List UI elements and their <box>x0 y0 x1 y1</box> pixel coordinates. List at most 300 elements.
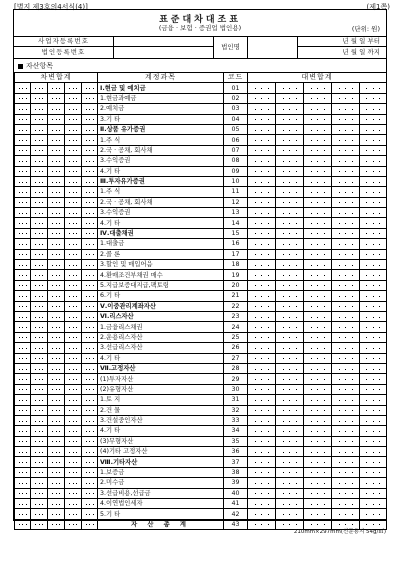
credit-amount-cell[interactable] <box>332 363 360 373</box>
debit-amount-cell[interactable] <box>48 301 65 311</box>
debit-amount-cell[interactable] <box>65 332 82 342</box>
debit-amount-cell[interactable] <box>65 301 82 311</box>
debit-amount-cell[interactable] <box>48 405 65 415</box>
debit-amount-cell[interactable] <box>31 322 48 332</box>
debit-amount-cell[interactable] <box>15 104 31 114</box>
debit-amount-cell[interactable] <box>15 197 31 207</box>
debit-amount-cell[interactable] <box>48 280 65 290</box>
debit-amount-cell[interactable] <box>65 260 82 270</box>
credit-amount-cell[interactable] <box>248 239 276 249</box>
debit-amount-cell[interactable] <box>15 291 31 301</box>
debit-amount-cell[interactable] <box>82 426 98 436</box>
debit-amount-cell[interactable] <box>15 363 31 373</box>
debit-amount-cell[interactable] <box>82 270 98 280</box>
credit-amount-cell[interactable] <box>360 384 387 394</box>
debit-amount-cell[interactable] <box>31 228 48 238</box>
credit-amount-cell[interactable] <box>360 415 387 425</box>
credit-amount-cell[interactable] <box>360 83 387 93</box>
debit-amount-cell[interactable] <box>31 104 48 114</box>
credit-amount-cell[interactable] <box>276 239 304 249</box>
credit-amount-cell[interactable] <box>248 197 276 207</box>
credit-amount-cell[interactable] <box>248 426 276 436</box>
debit-amount-cell[interactable] <box>82 311 98 321</box>
credit-amount-cell[interactable] <box>360 135 387 145</box>
credit-amount-cell[interactable] <box>276 488 304 498</box>
debit-amount-cell[interactable] <box>48 135 65 145</box>
credit-amount-cell[interactable] <box>248 384 276 394</box>
debit-amount-cell[interactable] <box>31 415 48 425</box>
debit-amount-cell[interactable] <box>15 218 31 228</box>
credit-amount-cell[interactable] <box>332 249 360 259</box>
credit-amount-cell[interactable] <box>248 332 276 342</box>
credit-amount-cell[interactable] <box>276 176 304 186</box>
credit-amount-cell[interactable] <box>360 499 387 509</box>
period-end[interactable]: 년 월 일 까지 <box>342 48 380 56</box>
debit-amount-cell[interactable] <box>15 260 31 270</box>
debit-amount-cell[interactable] <box>15 395 31 405</box>
debit-amount-cell[interactable] <box>31 436 48 446</box>
debit-amount-cell[interactable] <box>15 114 31 124</box>
debit-amount-cell[interactable] <box>82 114 98 124</box>
debit-amount-cell[interactable] <box>65 363 82 373</box>
credit-amount-cell[interactable] <box>276 405 304 415</box>
debit-amount-cell[interactable] <box>31 197 48 207</box>
debit-amount-cell[interactable] <box>65 322 82 332</box>
credit-amount-cell[interactable] <box>248 114 276 124</box>
debit-amount-cell[interactable] <box>65 166 82 176</box>
debit-amount-cell[interactable] <box>82 291 98 301</box>
credit-amount-cell[interactable] <box>276 228 304 238</box>
credit-amount-cell[interactable] <box>248 353 276 363</box>
debit-amount-cell[interactable] <box>15 166 31 176</box>
credit-amount-cell[interactable] <box>332 374 360 384</box>
credit-amount-cell[interactable] <box>360 488 387 498</box>
debit-amount-cell[interactable] <box>15 301 31 311</box>
credit-amount-cell[interactable] <box>276 145 304 155</box>
debit-amount-cell[interactable] <box>65 270 82 280</box>
credit-amount-cell[interactable] <box>332 447 360 457</box>
debit-amount-cell[interactable] <box>82 104 98 114</box>
credit-amount-cell[interactable] <box>276 156 304 166</box>
credit-amount-cell[interactable] <box>276 104 304 114</box>
debit-amount-cell[interactable] <box>48 260 65 270</box>
debit-amount-cell[interactable] <box>15 176 31 186</box>
credit-amount-cell[interactable] <box>248 218 276 228</box>
credit-amount-cell[interactable] <box>332 301 360 311</box>
debit-amount-cell[interactable] <box>31 124 48 134</box>
debit-amount-cell[interactable] <box>31 166 48 176</box>
debit-amount-cell[interactable] <box>82 363 98 373</box>
credit-amount-cell[interactable] <box>276 322 304 332</box>
debit-amount-cell[interactable] <box>31 83 48 93</box>
credit-amount-cell[interactable] <box>304 114 332 124</box>
credit-amount-cell[interactable] <box>304 374 332 384</box>
debit-amount-cell[interactable] <box>31 363 48 373</box>
credit-amount-cell[interactable] <box>332 114 360 124</box>
credit-amount-cell[interactable] <box>360 187 387 197</box>
debit-amount-cell[interactable] <box>15 270 31 280</box>
credit-amount-cell[interactable] <box>332 187 360 197</box>
credit-amount-cell[interactable] <box>248 301 276 311</box>
debit-amount-cell[interactable] <box>48 83 65 93</box>
credit-amount-cell[interactable] <box>248 208 276 218</box>
credit-amount-cell[interactable] <box>304 384 332 394</box>
credit-amount-cell[interactable] <box>248 499 276 509</box>
credit-amount-cell[interactable] <box>276 509 304 519</box>
credit-amount-cell[interactable] <box>248 436 276 446</box>
credit-amount-cell[interactable] <box>332 208 360 218</box>
credit-amount-cell[interactable] <box>332 83 360 93</box>
debit-amount-cell[interactable] <box>65 384 82 394</box>
credit-amount-cell[interactable] <box>332 176 360 186</box>
debit-amount-cell[interactable] <box>31 291 48 301</box>
debit-amount-cell[interactable] <box>65 488 82 498</box>
credit-amount-cell[interactable] <box>332 280 360 290</box>
period-start[interactable]: 년 월 일 부터 <box>298 36 386 47</box>
credit-amount-cell[interactable] <box>360 467 387 477</box>
credit-amount-cell[interactable] <box>304 488 332 498</box>
credit-amount-cell[interactable] <box>332 135 360 145</box>
credit-amount-cell[interactable] <box>248 249 276 259</box>
credit-amount-cell[interactable] <box>248 156 276 166</box>
debit-amount-cell[interactable] <box>48 176 65 186</box>
debit-amount-cell[interactable] <box>48 374 65 384</box>
debit-amount-cell[interactable] <box>48 426 65 436</box>
credit-amount-cell[interactable] <box>360 260 387 270</box>
debit-amount-cell[interactable] <box>48 187 65 197</box>
debit-amount-cell[interactable] <box>15 83 31 93</box>
debit-amount-cell[interactable] <box>48 322 65 332</box>
debit-amount-cell[interactable] <box>48 270 65 280</box>
debit-amount-cell[interactable] <box>82 405 98 415</box>
credit-amount-cell[interactable] <box>304 332 332 342</box>
credit-amount-cell[interactable] <box>276 426 304 436</box>
debit-amount-cell[interactable] <box>82 197 98 207</box>
debit-amount-cell[interactable] <box>15 488 31 498</box>
debit-amount-cell[interactable] <box>82 93 98 103</box>
debit-amount-cell[interactable] <box>15 187 31 197</box>
debit-amount-cell[interactable] <box>15 93 31 103</box>
credit-amount-cell[interactable] <box>276 83 304 93</box>
credit-amount-cell[interactable] <box>332 197 360 207</box>
credit-amount-cell[interactable] <box>360 436 387 446</box>
credit-amount-cell[interactable] <box>276 353 304 363</box>
debit-amount-cell[interactable] <box>48 166 65 176</box>
credit-amount-cell[interactable] <box>276 395 304 405</box>
debit-amount-cell[interactable] <box>65 114 82 124</box>
credit-amount-cell[interactable] <box>248 260 276 270</box>
debit-amount-cell[interactable] <box>65 374 82 384</box>
credit-amount-cell[interactable] <box>248 291 276 301</box>
credit-amount-cell[interactable] <box>248 280 276 290</box>
credit-amount-cell[interactable] <box>360 176 387 186</box>
credit-amount-cell[interactable] <box>248 395 276 405</box>
credit-amount-cell[interactable] <box>248 270 276 280</box>
debit-amount-cell[interactable] <box>82 499 98 509</box>
credit-amount-cell[interactable] <box>304 478 332 488</box>
credit-amount-cell[interactable] <box>332 395 360 405</box>
credit-amount-cell[interactable] <box>332 104 360 114</box>
credit-amount-cell[interactable] <box>304 187 332 197</box>
credit-amount-cell[interactable] <box>248 519 276 529</box>
credit-amount-cell[interactable] <box>304 104 332 114</box>
credit-amount-cell[interactable] <box>276 114 304 124</box>
credit-amount-cell[interactable] <box>248 135 276 145</box>
debit-amount-cell[interactable] <box>31 156 48 166</box>
debit-amount-cell[interactable] <box>15 374 31 384</box>
debit-amount-cell[interactable] <box>31 301 48 311</box>
credit-amount-cell[interactable] <box>248 447 276 457</box>
debit-amount-cell[interactable] <box>82 83 98 93</box>
debit-amount-cell[interactable] <box>82 457 98 467</box>
credit-amount-cell[interactable] <box>360 218 387 228</box>
credit-amount-cell[interactable] <box>276 218 304 228</box>
debit-amount-cell[interactable] <box>48 104 65 114</box>
credit-amount-cell[interactable] <box>248 374 276 384</box>
debit-amount-cell[interactable] <box>31 447 48 457</box>
credit-amount-cell[interactable] <box>248 124 276 134</box>
debit-amount-cell[interactable] <box>31 467 48 477</box>
credit-amount-cell[interactable] <box>360 374 387 384</box>
credit-amount-cell[interactable] <box>276 374 304 384</box>
credit-amount-cell[interactable] <box>248 343 276 353</box>
credit-amount-cell[interactable] <box>276 478 304 488</box>
credit-amount-cell[interactable] <box>332 228 360 238</box>
debit-amount-cell[interactable] <box>15 467 31 477</box>
credit-amount-cell[interactable] <box>332 467 360 477</box>
credit-amount-cell[interactable] <box>276 384 304 394</box>
credit-amount-cell[interactable] <box>276 332 304 342</box>
debit-amount-cell[interactable] <box>65 426 82 436</box>
debit-amount-cell[interactable] <box>31 270 48 280</box>
debit-amount-cell[interactable] <box>48 395 65 405</box>
credit-amount-cell[interactable] <box>360 395 387 405</box>
credit-amount-cell[interactable] <box>248 467 276 477</box>
credit-amount-cell[interactable] <box>360 447 387 457</box>
credit-amount-cell[interactable] <box>248 415 276 425</box>
credit-amount-cell[interactable] <box>332 405 360 415</box>
credit-amount-cell[interactable] <box>304 291 332 301</box>
debit-amount-cell[interactable] <box>15 280 31 290</box>
credit-amount-cell[interactable] <box>276 301 304 311</box>
credit-amount-cell[interactable] <box>332 260 360 270</box>
credit-amount-cell[interactable] <box>304 145 332 155</box>
debit-amount-cell[interactable] <box>48 291 65 301</box>
debit-amount-cell[interactable] <box>65 499 82 509</box>
credit-amount-cell[interactable] <box>304 135 332 145</box>
debit-amount-cell[interactable] <box>15 519 31 529</box>
debit-amount-cell[interactable] <box>15 384 31 394</box>
debit-amount-cell[interactable] <box>82 395 98 405</box>
credit-amount-cell[interactable] <box>304 447 332 457</box>
debit-amount-cell[interactable] <box>82 467 98 477</box>
debit-amount-cell[interactable] <box>15 426 31 436</box>
debit-amount-cell[interactable] <box>31 395 48 405</box>
credit-amount-cell[interactable] <box>304 322 332 332</box>
credit-amount-cell[interactable] <box>332 488 360 498</box>
debit-amount-cell[interactable] <box>15 499 31 509</box>
debit-amount-cell[interactable] <box>65 291 82 301</box>
credit-amount-cell[interactable] <box>304 156 332 166</box>
debit-amount-cell[interactable] <box>65 218 82 228</box>
debit-amount-cell[interactable] <box>65 93 82 103</box>
credit-amount-cell[interactable] <box>360 197 387 207</box>
debit-amount-cell[interactable] <box>31 384 48 394</box>
debit-amount-cell[interactable] <box>48 457 65 467</box>
credit-amount-cell[interactable] <box>248 145 276 155</box>
credit-amount-cell[interactable] <box>304 343 332 353</box>
debit-amount-cell[interactable] <box>65 478 82 488</box>
debit-amount-cell[interactable] <box>65 457 82 467</box>
credit-amount-cell[interactable] <box>360 332 387 342</box>
credit-amount-cell[interactable] <box>248 488 276 498</box>
credit-amount-cell[interactable] <box>276 124 304 134</box>
debit-amount-cell[interactable] <box>15 311 31 321</box>
credit-amount-cell[interactable] <box>304 83 332 93</box>
debit-amount-cell[interactable] <box>31 499 48 509</box>
debit-amount-cell[interactable] <box>82 260 98 270</box>
debit-amount-cell[interactable] <box>82 228 98 238</box>
credit-amount-cell[interactable] <box>304 176 332 186</box>
credit-amount-cell[interactable] <box>304 301 332 311</box>
credit-amount-cell[interactable] <box>332 343 360 353</box>
credit-amount-cell[interactable] <box>360 208 387 218</box>
credit-amount-cell[interactable] <box>276 343 304 353</box>
debit-amount-cell[interactable] <box>31 187 48 197</box>
credit-amount-cell[interactable] <box>360 478 387 488</box>
debit-amount-cell[interactable] <box>82 145 98 155</box>
credit-amount-cell[interactable] <box>276 467 304 477</box>
debit-amount-cell[interactable] <box>15 457 31 467</box>
debit-amount-cell[interactable] <box>82 124 98 134</box>
debit-amount-cell[interactable] <box>65 405 82 415</box>
debit-amount-cell[interactable] <box>48 228 65 238</box>
credit-amount-cell[interactable] <box>276 499 304 509</box>
debit-amount-cell[interactable] <box>31 405 48 415</box>
debit-amount-cell[interactable] <box>31 93 48 103</box>
debit-amount-cell[interactable] <box>15 447 31 457</box>
credit-amount-cell[interactable] <box>304 395 332 405</box>
debit-amount-cell[interactable] <box>82 280 98 290</box>
debit-amount-cell[interactable] <box>82 166 98 176</box>
debit-amount-cell[interactable] <box>65 104 82 114</box>
debit-amount-cell[interactable] <box>48 145 65 155</box>
debit-amount-cell[interactable] <box>65 145 82 155</box>
debit-amount-cell[interactable] <box>65 197 82 207</box>
debit-amount-cell[interactable] <box>65 208 82 218</box>
debit-amount-cell[interactable] <box>65 436 82 446</box>
corp-reg-field[interactable] <box>114 47 214 58</box>
debit-amount-cell[interactable] <box>82 135 98 145</box>
debit-amount-cell[interactable] <box>31 374 48 384</box>
debit-amount-cell[interactable] <box>15 332 31 342</box>
credit-amount-cell[interactable] <box>276 280 304 290</box>
credit-amount-cell[interactable] <box>360 104 387 114</box>
credit-amount-cell[interactable] <box>276 436 304 446</box>
debit-amount-cell[interactable] <box>82 322 98 332</box>
credit-amount-cell[interactable] <box>276 447 304 457</box>
debit-amount-cell[interactable] <box>48 415 65 425</box>
credit-amount-cell[interactable] <box>360 457 387 467</box>
credit-amount-cell[interactable] <box>360 363 387 373</box>
credit-amount-cell[interactable] <box>276 166 304 176</box>
debit-amount-cell[interactable] <box>65 280 82 290</box>
credit-amount-cell[interactable] <box>304 509 332 519</box>
credit-amount-cell[interactable] <box>304 311 332 321</box>
debit-amount-cell[interactable] <box>48 353 65 363</box>
debit-amount-cell[interactable] <box>48 447 65 457</box>
debit-amount-cell[interactable] <box>48 488 65 498</box>
credit-amount-cell[interactable] <box>360 114 387 124</box>
credit-amount-cell[interactable] <box>360 239 387 249</box>
debit-amount-cell[interactable] <box>31 239 48 249</box>
credit-amount-cell[interactable] <box>276 457 304 467</box>
debit-amount-cell[interactable] <box>15 509 31 519</box>
debit-amount-cell[interactable] <box>31 426 48 436</box>
credit-amount-cell[interactable] <box>304 270 332 280</box>
credit-amount-cell[interactable] <box>248 187 276 197</box>
credit-amount-cell[interactable] <box>304 415 332 425</box>
debit-amount-cell[interactable] <box>48 197 65 207</box>
debit-amount-cell[interactable] <box>82 509 98 519</box>
debit-amount-cell[interactable] <box>31 457 48 467</box>
credit-amount-cell[interactable] <box>332 93 360 103</box>
debit-amount-cell[interactable] <box>65 395 82 405</box>
debit-amount-cell[interactable] <box>31 249 48 259</box>
credit-amount-cell[interactable] <box>360 156 387 166</box>
credit-amount-cell[interactable] <box>332 478 360 488</box>
credit-amount-cell[interactable] <box>332 457 360 467</box>
credit-amount-cell[interactable] <box>304 93 332 103</box>
debit-amount-cell[interactable] <box>82 218 98 228</box>
debit-amount-cell[interactable] <box>82 353 98 363</box>
debit-amount-cell[interactable] <box>82 374 98 384</box>
credit-amount-cell[interactable] <box>332 270 360 280</box>
credit-amount-cell[interactable] <box>276 208 304 218</box>
credit-amount-cell[interactable] <box>248 322 276 332</box>
debit-amount-cell[interactable] <box>15 124 31 134</box>
debit-amount-cell[interactable] <box>31 176 48 186</box>
debit-amount-cell[interactable] <box>65 467 82 477</box>
debit-amount-cell[interactable] <box>48 124 65 134</box>
debit-amount-cell[interactable] <box>31 135 48 145</box>
credit-amount-cell[interactable] <box>276 415 304 425</box>
credit-amount-cell[interactable] <box>360 426 387 436</box>
debit-amount-cell[interactable] <box>15 145 31 155</box>
debit-amount-cell[interactable] <box>48 332 65 342</box>
credit-amount-cell[interactable] <box>332 426 360 436</box>
credit-amount-cell[interactable] <box>248 83 276 93</box>
debit-amount-cell[interactable] <box>48 239 65 249</box>
debit-amount-cell[interactable] <box>48 156 65 166</box>
debit-amount-cell[interactable] <box>31 343 48 353</box>
debit-amount-cell[interactable] <box>65 176 82 186</box>
credit-amount-cell[interactable] <box>304 353 332 363</box>
credit-amount-cell[interactable] <box>360 228 387 238</box>
credit-amount-cell[interactable] <box>332 239 360 249</box>
credit-amount-cell[interactable] <box>304 426 332 436</box>
debit-amount-cell[interactable] <box>48 519 65 529</box>
credit-amount-cell[interactable] <box>304 228 332 238</box>
credit-amount-cell[interactable] <box>332 384 360 394</box>
credit-amount-cell[interactable] <box>332 499 360 509</box>
debit-amount-cell[interactable] <box>48 311 65 321</box>
credit-amount-cell[interactable] <box>360 249 387 259</box>
debit-amount-cell[interactable] <box>48 478 65 488</box>
credit-amount-cell[interactable] <box>276 197 304 207</box>
biz-reg-field[interactable] <box>114 36 214 47</box>
debit-amount-cell[interactable] <box>82 384 98 394</box>
